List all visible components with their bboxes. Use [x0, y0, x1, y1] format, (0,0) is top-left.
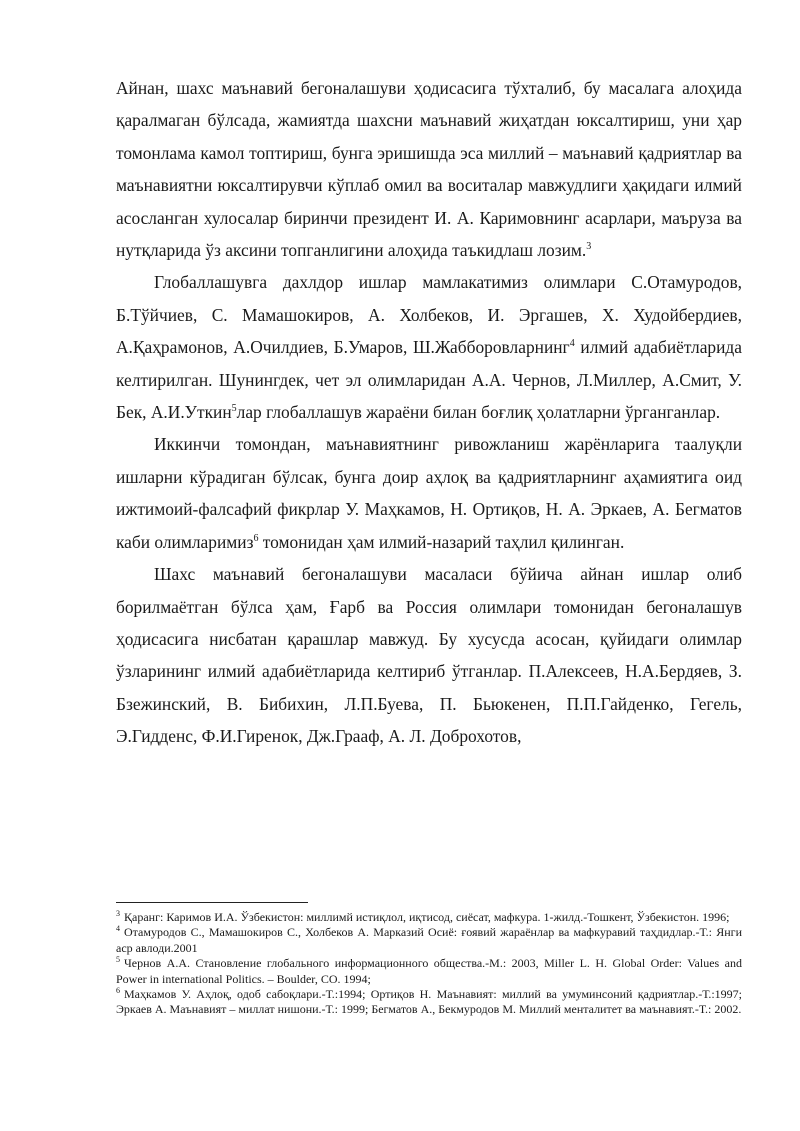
- footnote-3: $^3$ Қаранг: Каримов И.А. Ўзбекистон: миллимй истиқлол, иқтисод, сиёсат, мафкура. 1-жилд.-Тошкент, Ўзбекистон. 1996;: [116, 909, 730, 924]
- footnotes: [116, 910, 742, 1018]
- footnote-4: $^4$ Отамуродов С., Мамашокиров С., Холбеков А. Марказий Осиё: ғоявий жараёнлар ва мафкуравий таҳдидлар.-Т.: Янги аср авлоди.2001: [116, 924, 742, 955]
- footnote-number: 5: [116, 955, 120, 965]
- footnote-number: 4: [116, 924, 120, 934]
- footnote-separator: [116, 902, 308, 903]
- footnote-6: $^6$ Маҳкамов У. Аҳлоқ, одоб сабоқлари.-Т.:1994; Ортиқов Н. Маънавият: миллий ва умуминсоний қадриятлар.-Т.:1997; Эркаев А. Маънавият – миллат нишони.-Т.: 1999; Бегматов А., Бекмуродов М. Миллий менталитет ва маънавият.-Т.: 2002.: [116, 986, 742, 1017]
- paragraph-4: Шахс маънавий бегоналашуви масаласи бўйича айнан ишлар олиб борилмаётган бўлса ҳам, Ғарб ва Россия олимлари томонидан бегоналашув ҳодисасига нисбатан қарашлар мавжуд. Бу хусусда асосан, қуйидаги олимлар ўзларининг илмий адабиётларида келтириб ўтганлар. П.Алексеев, Н.А.Бердяев, З. Бзежинский, В. Бибихин, Л.П.Буева, П. Бьюкенен, П.П.Гайденко, Гегель, Э.Гидденс, Ф.И.Гиренок, Дж.Грааф, А. Л. Доброхотов,: [116, 564, 742, 747]
- footnote-5: $^5$ Чернов А.А. Становление глобального информационного общества.-М.: 2003, Miller L. H. Global Order: Values and Power in international Politics. – Boulder, CO. 1994;: [116, 955, 742, 986]
- footnote-ref-3[interactable]: 3: [586, 241, 592, 253]
- footnote-number: 6: [116, 986, 120, 996]
- footnote-number: 3: [116, 909, 120, 918]
- paragraph-1: Айнан, шахс маънавий бегоналашуви ҳодисасига тўхталиб, бу масалага алоҳида қаралмаган бўлсада, жамиятда шахсни маънавий жиҳатдан юксалтириш, уни ҳар томонлама камол топтириш, бунга эришишда эса миллий – маънавий қадриятлар ва маънавиятни юксалтирувчи кўплаб омил ва воситалар мавжудлиги ҳақидаги илмий асосланган хулосалар биринчи президент И. А. Каримовнинг асарлари, маъруза ва нутқларида ўз аксини топганлигини алоҳида таъкидлаш лозим.$^3$: [116, 78, 742, 261]
- paragraph-2: Глобаллашувга дахлдор ишлар мамлакатимиз олимлари С.Отамуродов, Б.Тўйчиев, С. Мамашокиров, А. Холбеков, И. Эргашев, Х. Худойбердиев, А.Қаҳрамонов, А.Очилдиев, Б.Умаров, Ш.Жабборовларнинг$^4$ илмий адабиётларида келтирилган. Шунингдек, чет эл олимларидан А.А. Чернов, Л.Миллер, А.Смит, У. Бек, А.И.Уткин$^5$лар глобаллашув жараёни билан боғлиқ ҳолатларни ўрганганлар.: [116, 272, 742, 423]
- footnote-ref-4[interactable]: 4: [569, 338, 575, 350]
- footnote-ref-5[interactable]: 5: [231, 403, 237, 415]
- body-text: [116, 72, 742, 753]
- paragraph-3: Иккинчи томондан, маънавиятнинг ривожланиш жарёнларига таалуқли ишларни кўрадиган бўлсак, бунга доир аҳлоқ ва қадриятларнинг аҳамиятига оид ижтимоий-фалсафий фикрлар У. Маҳкамов, Н. Ортиқов, Н. А. Эркаев, А. Бегматов каби олимларимиз$^6$ томонидан ҳам илмий-назарий таҳлил қилинган.: [116, 434, 742, 552]
- footnote-ref-6[interactable]: 6: [253, 532, 259, 544]
